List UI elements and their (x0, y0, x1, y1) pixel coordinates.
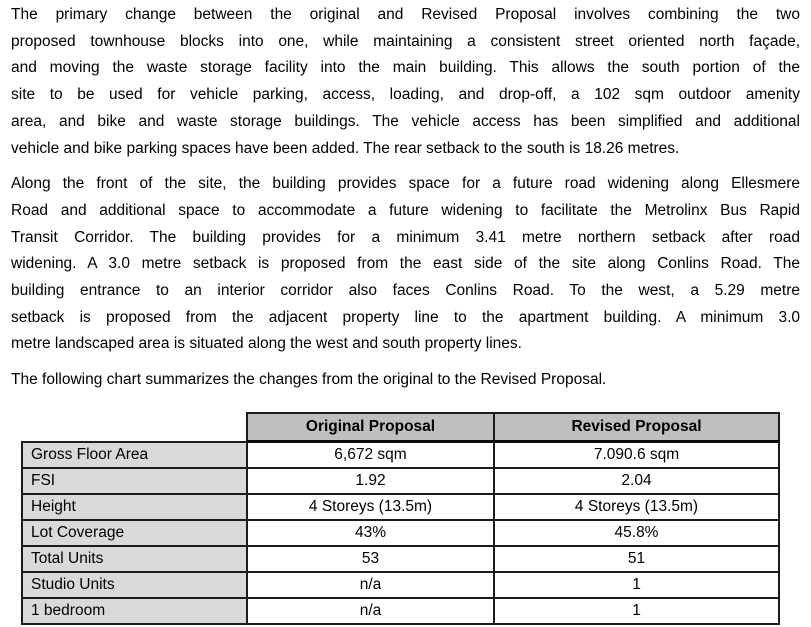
text-line: proposed townhouse blocks into one, while maintaining a consistent street oriented north façade, (11, 32, 800, 50)
text-line: and moving the waste storage facility into the main building. This allows the south portion of the (11, 59, 800, 77)
table-row (22, 546, 779, 572)
header-cell-original-proposal: Original Proposal (247, 413, 494, 442)
row-label: Lot Coverage (22, 520, 247, 546)
table-row (22, 572, 779, 598)
table-row (22, 442, 779, 468)
table-row (22, 520, 779, 546)
row-label: FSI (22, 468, 247, 494)
cell-original-value: 1.92 (247, 468, 494, 494)
table-row (22, 494, 779, 520)
cell-revised-value: 1 (494, 572, 779, 598)
text-line: metre landscaped area is situated along the west and south property lines. (11, 335, 522, 353)
cell-revised-value: 45.8% (494, 520, 779, 546)
text-line: setback is proposed from the adjacent property line to the apartment building. A minimum 3.0 (11, 308, 800, 326)
cell-revised-value: 1 (494, 598, 779, 624)
cell-original-value: n/a (247, 572, 494, 598)
paragraph-chart-intro (11, 367, 800, 394)
paragraph-setbacks (11, 171, 800, 358)
text-line: widening. A 3.0 metre setback is proposed from the east side of the site along Conlins Road. The (11, 255, 800, 273)
cell-original-value: 53 (247, 546, 494, 572)
text-line: site to be used for vehicle parking, access, loading, and drop-off, a 102 sqm outdoor amenity (11, 86, 800, 104)
text-line: Road and additional space to accommodate a future widening to facilitate the Metrolinx Bus Rapid (11, 201, 800, 219)
empty-corner-cell (22, 413, 247, 442)
table-header-row (22, 413, 779, 442)
text-line: Transit Corridor. The building provides for a minimum 3.41 metre northern setback after road (11, 228, 800, 246)
text-line: The primary change between the original and Revised Proposal involves combining the two (11, 6, 800, 23)
row-label: 1 bedroom (22, 598, 247, 624)
cell-original-value: 4 Storeys (13.5m) (247, 494, 494, 520)
cell-revised-value: 51 (494, 546, 779, 572)
table-row (22, 598, 779, 624)
cell-revised-value: 7.090.6 sqm (494, 442, 779, 468)
proposal-comparison-table (21, 412, 780, 625)
header-cell-revised-proposal: Revised Proposal (494, 413, 779, 442)
row-label: Gross Floor Area (22, 442, 247, 468)
table-row (22, 468, 779, 494)
text-line: The following chart summarizes the changes from the original to the Revised Proposal. (11, 371, 607, 389)
text-line: area, and bike and waste storage buildings. The vehicle access has been simplified and additional (11, 112, 800, 130)
text-line: Along the front of the site, the building provides space for a future road widening along Ellesmere (11, 175, 800, 193)
row-label: Studio Units (22, 572, 247, 598)
text-line: building entrance to an interior corridor also faces Conlins Road. To the west, a 5.29 metre (11, 282, 800, 300)
cell-revised-value: 4 Storeys (13.5m) (494, 494, 779, 520)
cell-original-value: 6,672 sqm (247, 442, 494, 468)
row-label: Total Units (22, 546, 247, 572)
paragraph-primary-change (11, 2, 800, 162)
cell-original-value: 43% (247, 520, 494, 546)
row-label: Height (22, 494, 247, 520)
text-line: vehicle and bike parking spaces have been added. The rear setback to the south is 18.26 metres. (11, 139, 680, 157)
cell-original-value: n/a (247, 598, 494, 624)
cell-revised-value: 2.04 (494, 468, 779, 494)
